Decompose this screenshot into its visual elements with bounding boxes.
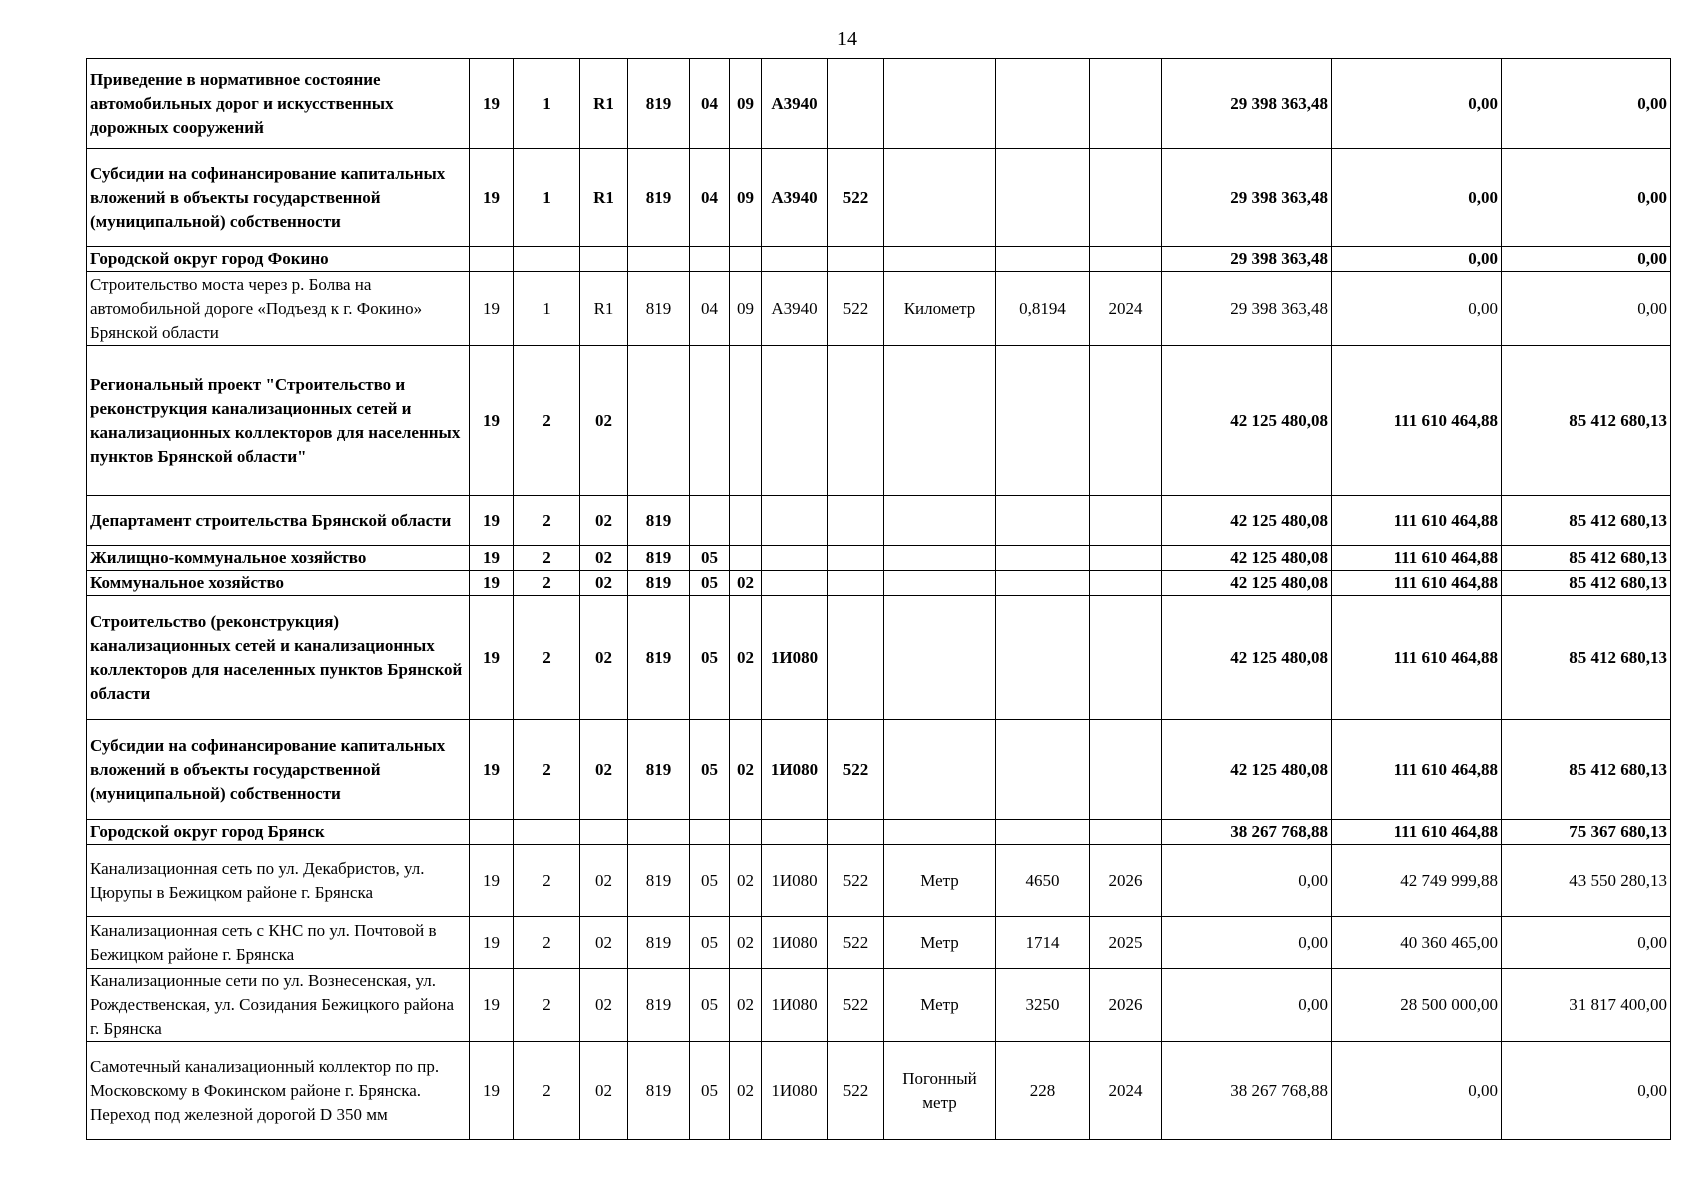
code-subsection: 02 bbox=[730, 917, 762, 969]
code-subsection: 02 bbox=[730, 571, 762, 596]
code-gr bbox=[628, 247, 690, 272]
code-program: 19 bbox=[470, 917, 514, 969]
code-gr: 819 bbox=[628, 59, 690, 149]
code-gr: 819 bbox=[628, 571, 690, 596]
page-number: 14 bbox=[837, 28, 857, 50]
capacity: 3250 bbox=[996, 969, 1090, 1042]
code-section: 04 bbox=[690, 149, 730, 247]
code-project: R1 bbox=[580, 272, 628, 346]
amount-year-2: 111 610 464,88 bbox=[1332, 496, 1502, 546]
code-section: 04 bbox=[690, 59, 730, 149]
amount-year-1: 42 125 480,08 bbox=[1162, 596, 1332, 720]
code-gr: 819 bbox=[628, 1042, 690, 1140]
capacity bbox=[996, 720, 1090, 820]
amount-year-1: 0,00 bbox=[1162, 845, 1332, 917]
amount-year-3: 85 412 680,13 bbox=[1502, 546, 1671, 571]
unit-of-measure bbox=[884, 59, 996, 149]
code-gr: 819 bbox=[628, 917, 690, 969]
row-name: Канализационная сеть с КНС по ул. Почтовой в Бежицком районе г. Брянска bbox=[87, 917, 470, 969]
commissioning-year: 2024 bbox=[1090, 1042, 1162, 1140]
code-section: 05 bbox=[690, 969, 730, 1042]
code-target bbox=[762, 546, 828, 571]
amount-year-3: 0,00 bbox=[1502, 59, 1671, 149]
code-program: 19 bbox=[470, 596, 514, 720]
commissioning-year bbox=[1090, 496, 1162, 546]
table-row bbox=[87, 546, 1671, 571]
row-name: Приведение в нормативное состояние автомобильных дорог и искусственных дорожных сооружений bbox=[87, 59, 470, 149]
code-subprogram: 2 bbox=[514, 596, 580, 720]
capacity bbox=[996, 247, 1090, 272]
amount-year-2: 0,00 bbox=[1332, 149, 1502, 247]
code-program: 19 bbox=[470, 272, 514, 346]
code-project: 02 bbox=[580, 571, 628, 596]
code-program: 19 bbox=[470, 59, 514, 149]
code-target bbox=[762, 247, 828, 272]
capacity bbox=[996, 546, 1090, 571]
amount-year-1: 42 125 480,08 bbox=[1162, 571, 1332, 596]
amount-year-1: 42 125 480,08 bbox=[1162, 546, 1332, 571]
table-row bbox=[87, 247, 1671, 272]
code-subprogram: 2 bbox=[514, 845, 580, 917]
code-expense-type: 522 bbox=[828, 845, 884, 917]
code-target: 1И080 bbox=[762, 845, 828, 917]
row-name: Коммунальное хозяйство bbox=[87, 571, 470, 596]
code-subsection bbox=[730, 820, 762, 845]
table-row bbox=[87, 596, 1671, 720]
row-name: Субсидии на софинансирование капитальных вложений в объекты государственной (муниципальной) собственности bbox=[87, 149, 470, 247]
code-expense-type bbox=[828, 247, 884, 272]
commissioning-year bbox=[1090, 720, 1162, 820]
unit-of-measure bbox=[884, 571, 996, 596]
row-name: Строительство моста через р. Болва на автомобильной дороге «Подъезд к г. Фокино» Брянской области bbox=[87, 272, 470, 346]
commissioning-year: 2026 bbox=[1090, 845, 1162, 917]
code-gr: 819 bbox=[628, 546, 690, 571]
code-gr: 819 bbox=[628, 496, 690, 546]
amount-year-2: 111 610 464,88 bbox=[1332, 720, 1502, 820]
amount-year-2: 111 610 464,88 bbox=[1332, 820, 1502, 845]
row-name: Городской округ город Брянск bbox=[87, 820, 470, 845]
code-target bbox=[762, 571, 828, 596]
row-name: Самотечный канализационный коллектор по пр. Московскому в Фокинском районе г. Брянска. Переход под железной дорогой D 350 мм bbox=[87, 1042, 470, 1140]
code-expense-type: 522 bbox=[828, 1042, 884, 1140]
code-program: 19 bbox=[470, 546, 514, 571]
code-project: 02 bbox=[580, 346, 628, 496]
capacity bbox=[996, 820, 1090, 845]
code-project: 02 bbox=[580, 917, 628, 969]
commissioning-year bbox=[1090, 247, 1162, 272]
table-row bbox=[87, 59, 1671, 149]
code-subprogram: 2 bbox=[514, 969, 580, 1042]
commissioning-year bbox=[1090, 596, 1162, 720]
amount-year-2: 42 749 999,88 bbox=[1332, 845, 1502, 917]
code-project: 02 bbox=[580, 969, 628, 1042]
amount-year-1: 0,00 bbox=[1162, 969, 1332, 1042]
code-subsection bbox=[730, 346, 762, 496]
amount-year-1: 42 125 480,08 bbox=[1162, 346, 1332, 496]
capacity bbox=[996, 59, 1090, 149]
code-subprogram: 2 bbox=[514, 917, 580, 969]
code-target: 1И080 bbox=[762, 1042, 828, 1140]
code-section: 05 bbox=[690, 1042, 730, 1140]
code-gr: 819 bbox=[628, 149, 690, 247]
code-project: 02 bbox=[580, 1042, 628, 1140]
amount-year-1: 29 398 363,48 bbox=[1162, 59, 1332, 149]
capacity bbox=[996, 571, 1090, 596]
code-expense-type bbox=[828, 59, 884, 149]
code-gr bbox=[628, 820, 690, 845]
commissioning-year bbox=[1090, 546, 1162, 571]
code-project: R1 bbox=[580, 59, 628, 149]
row-name: Городской округ город Фокино bbox=[87, 247, 470, 272]
code-subprogram: 2 bbox=[514, 720, 580, 820]
code-gr bbox=[628, 346, 690, 496]
code-expense-type: 522 bbox=[828, 917, 884, 969]
row-name: Региональный проект "Строительство и реконструкция канализационных сетей и канализационных коллекторов для населенных пунктов Брянской области" bbox=[87, 346, 470, 496]
amount-year-3: 0,00 bbox=[1502, 247, 1671, 272]
code-program: 19 bbox=[470, 1042, 514, 1140]
amount-year-1: 38 267 768,88 bbox=[1162, 1042, 1332, 1140]
amount-year-3: 85 412 680,13 bbox=[1502, 571, 1671, 596]
code-gr: 819 bbox=[628, 272, 690, 346]
capacity bbox=[996, 346, 1090, 496]
amount-year-2: 0,00 bbox=[1332, 247, 1502, 272]
amount-year-1: 38 267 768,88 bbox=[1162, 820, 1332, 845]
code-project: 02 bbox=[580, 596, 628, 720]
code-subsection: 02 bbox=[730, 720, 762, 820]
unit-of-measure bbox=[884, 496, 996, 546]
code-subsection bbox=[730, 496, 762, 546]
code-subprogram: 2 bbox=[514, 1042, 580, 1140]
unit-of-measure: Погонный метр bbox=[884, 1042, 996, 1140]
row-name: Субсидии на софинансирование капитальных вложений в объекты государственной (муниципальной) собственности bbox=[87, 720, 470, 820]
capacity: 0,8194 bbox=[996, 272, 1090, 346]
amount-year-1: 42 125 480,08 bbox=[1162, 720, 1332, 820]
amount-year-3: 85 412 680,13 bbox=[1502, 596, 1671, 720]
budget-table bbox=[86, 58, 1671, 1140]
code-program: 19 bbox=[470, 496, 514, 546]
row-name: Канализационная сеть по ул. Декабристов, ул. Цюрупы в Бежицком районе г. Брянска bbox=[87, 845, 470, 917]
table-row bbox=[87, 346, 1671, 496]
table-body bbox=[87, 59, 1671, 1140]
commissioning-year bbox=[1090, 820, 1162, 845]
code-program: 19 bbox=[470, 571, 514, 596]
code-section bbox=[690, 247, 730, 272]
commissioning-year bbox=[1090, 346, 1162, 496]
amount-year-3: 31 817 400,00 bbox=[1502, 969, 1671, 1042]
code-target: А3940 bbox=[762, 59, 828, 149]
amount-year-2: 28 500 000,00 bbox=[1332, 969, 1502, 1042]
amount-year-2: 111 610 464,88 bbox=[1332, 546, 1502, 571]
amount-year-2: 40 360 465,00 bbox=[1332, 917, 1502, 969]
code-expense-type bbox=[828, 546, 884, 571]
code-subprogram: 1 bbox=[514, 149, 580, 247]
code-program bbox=[470, 820, 514, 845]
unit-of-measure bbox=[884, 820, 996, 845]
code-target: А3940 bbox=[762, 149, 828, 247]
code-subsection: 02 bbox=[730, 1042, 762, 1140]
code-subprogram: 1 bbox=[514, 272, 580, 346]
table-row bbox=[87, 272, 1671, 346]
amount-year-2: 111 610 464,88 bbox=[1332, 596, 1502, 720]
code-program: 19 bbox=[470, 720, 514, 820]
unit-of-measure: Километр bbox=[884, 272, 996, 346]
unit-of-measure bbox=[884, 546, 996, 571]
amount-year-3: 85 412 680,13 bbox=[1502, 720, 1671, 820]
amount-year-2: 111 610 464,88 bbox=[1332, 346, 1502, 496]
table-row bbox=[87, 820, 1671, 845]
code-section bbox=[690, 346, 730, 496]
code-target: 1И080 bbox=[762, 969, 828, 1042]
table-row bbox=[87, 917, 1671, 969]
code-section: 05 bbox=[690, 917, 730, 969]
table-row bbox=[87, 720, 1671, 820]
code-target bbox=[762, 496, 828, 546]
code-subsection bbox=[730, 546, 762, 571]
amount-year-3: 85 412 680,13 bbox=[1502, 346, 1671, 496]
commissioning-year: 2024 bbox=[1090, 272, 1162, 346]
commissioning-year bbox=[1090, 149, 1162, 247]
code-project: R1 bbox=[580, 149, 628, 247]
code-project bbox=[580, 820, 628, 845]
code-target bbox=[762, 820, 828, 845]
code-section: 05 bbox=[690, 845, 730, 917]
code-expense-type bbox=[828, 346, 884, 496]
unit-of-measure bbox=[884, 247, 996, 272]
amount-year-2: 0,00 bbox=[1332, 272, 1502, 346]
code-section: 04 bbox=[690, 272, 730, 346]
amount-year-3: 0,00 bbox=[1502, 917, 1671, 969]
code-program: 19 bbox=[470, 845, 514, 917]
code-expense-type bbox=[828, 571, 884, 596]
code-program: 19 bbox=[470, 346, 514, 496]
capacity: 4650 bbox=[996, 845, 1090, 917]
code-section bbox=[690, 496, 730, 546]
code-gr: 819 bbox=[628, 845, 690, 917]
code-gr: 819 bbox=[628, 596, 690, 720]
code-expense-type: 522 bbox=[828, 272, 884, 346]
code-subprogram bbox=[514, 247, 580, 272]
code-section: 05 bbox=[690, 720, 730, 820]
code-program: 19 bbox=[470, 969, 514, 1042]
code-subprogram: 2 bbox=[514, 346, 580, 496]
unit-of-measure bbox=[884, 720, 996, 820]
commissioning-year: 2025 bbox=[1090, 917, 1162, 969]
unit-of-measure: Метр bbox=[884, 917, 996, 969]
code-subprogram bbox=[514, 820, 580, 845]
amount-year-1: 29 398 363,48 bbox=[1162, 272, 1332, 346]
code-subsection: 09 bbox=[730, 59, 762, 149]
row-name: Жилищно-коммунальное хозяйство bbox=[87, 546, 470, 571]
code-target: 1И080 bbox=[762, 720, 828, 820]
code-subprogram: 2 bbox=[514, 496, 580, 546]
commissioning-year bbox=[1090, 59, 1162, 149]
code-subprogram: 2 bbox=[514, 571, 580, 596]
amount-year-2: 111 610 464,88 bbox=[1332, 571, 1502, 596]
commissioning-year bbox=[1090, 571, 1162, 596]
unit-of-measure bbox=[884, 149, 996, 247]
code-expense-type: 522 bbox=[828, 969, 884, 1042]
code-target: 1И080 bbox=[762, 917, 828, 969]
code-project: 02 bbox=[580, 845, 628, 917]
code-gr: 819 bbox=[628, 969, 690, 1042]
code-subprogram: 2 bbox=[514, 546, 580, 571]
amount-year-2: 0,00 bbox=[1332, 1042, 1502, 1140]
commissioning-year: 2026 bbox=[1090, 969, 1162, 1042]
table-row bbox=[87, 845, 1671, 917]
code-subsection: 02 bbox=[730, 969, 762, 1042]
code-section: 05 bbox=[690, 546, 730, 571]
row-name: Канализационные сети по ул. Вознесенская, ул. Рождественская, ул. Созидания Бежицкого района г. Брянска bbox=[87, 969, 470, 1042]
code-target bbox=[762, 346, 828, 496]
code-section: 05 bbox=[690, 571, 730, 596]
code-subsection: 09 bbox=[730, 272, 762, 346]
unit-of-measure bbox=[884, 346, 996, 496]
amount-year-1: 29 398 363,48 bbox=[1162, 247, 1332, 272]
code-expense-type bbox=[828, 596, 884, 720]
unit-of-measure: Метр bbox=[884, 969, 996, 1042]
code-program bbox=[470, 247, 514, 272]
code-subsection: 02 bbox=[730, 845, 762, 917]
code-project: 02 bbox=[580, 720, 628, 820]
code-target: 1И080 bbox=[762, 596, 828, 720]
capacity bbox=[996, 596, 1090, 720]
unit-of-measure bbox=[884, 596, 996, 720]
amount-year-1: 42 125 480,08 bbox=[1162, 496, 1332, 546]
capacity bbox=[996, 496, 1090, 546]
code-project bbox=[580, 247, 628, 272]
row-name: Строительство (реконструкция) канализационных сетей и канализационных коллекторов для населенных пунктов Брянской области bbox=[87, 596, 470, 720]
amount-year-3: 0,00 bbox=[1502, 149, 1671, 247]
table-row bbox=[87, 571, 1671, 596]
amount-year-3: 0,00 bbox=[1502, 272, 1671, 346]
code-expense-type bbox=[828, 820, 884, 845]
code-subprogram: 1 bbox=[514, 59, 580, 149]
code-subsection: 09 bbox=[730, 149, 762, 247]
amount-year-3: 85 412 680,13 bbox=[1502, 496, 1671, 546]
code-subsection: 02 bbox=[730, 596, 762, 720]
code-program: 19 bbox=[470, 149, 514, 247]
code-expense-type: 522 bbox=[828, 149, 884, 247]
code-project: 02 bbox=[580, 496, 628, 546]
code-section bbox=[690, 820, 730, 845]
table-row bbox=[87, 496, 1671, 546]
capacity: 1714 bbox=[996, 917, 1090, 969]
code-project: 02 bbox=[580, 546, 628, 571]
code-subsection bbox=[730, 247, 762, 272]
amount-year-2: 0,00 bbox=[1332, 59, 1502, 149]
code-gr: 819 bbox=[628, 720, 690, 820]
unit-of-measure: Метр bbox=[884, 845, 996, 917]
table-row bbox=[87, 149, 1671, 247]
amount-year-3: 0,00 bbox=[1502, 1042, 1671, 1140]
row-name: Департамент строительства Брянской области bbox=[87, 496, 470, 546]
table-row bbox=[87, 1042, 1671, 1140]
amount-year-1: 0,00 bbox=[1162, 917, 1332, 969]
code-expense-type: 522 bbox=[828, 720, 884, 820]
capacity: 228 bbox=[996, 1042, 1090, 1140]
code-expense-type bbox=[828, 496, 884, 546]
amount-year-1: 29 398 363,48 bbox=[1162, 149, 1332, 247]
code-section: 05 bbox=[690, 596, 730, 720]
code-target: А3940 bbox=[762, 272, 828, 346]
amount-year-3: 75 367 680,13 bbox=[1502, 820, 1671, 845]
capacity bbox=[996, 149, 1090, 247]
table-row bbox=[87, 969, 1671, 1042]
amount-year-3: 43 550 280,13 bbox=[1502, 845, 1671, 917]
